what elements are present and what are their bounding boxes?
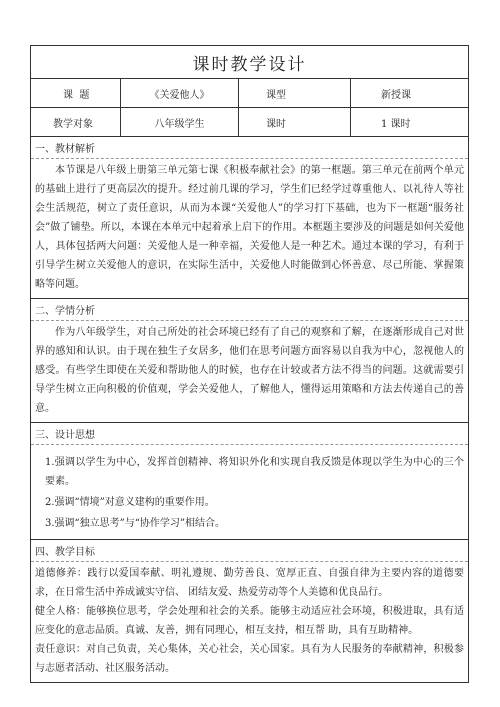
list-item: 3.强调“独立思考”与“协作学习”相结合。 [45,518,225,529]
section-learner-analysis [31,299,469,423]
topic-label: 课 题 [31,79,121,108]
goal-healthy-personality: 健全人格：能够换位思考，学会处理和社会的关系。能够主动适应社会环境，积极进取，具有适应变化的意志品质。真诚、友善，拥有同理心，相互支持，相互帮 助，具有互助精神。 [35,606,464,636]
list-item: 1.强调以学生为中心，发挥首创精神、将知识外化和实现自我反馈是体现以学生为中心的三个要素。 [45,457,464,487]
topic-value: 《关爱他人》 [121,79,239,108]
section-body [31,445,468,539]
section-body: 作为八年级学生，对自己所处的社会环境已经有了自己的观察和了解，在逐渐形成自己对世界的感知和认识。由于现在独生子女居多，他们在思考问题方面容易以自我为中心，忽视他人的感受。有些学生即使在关爱和帮助他人的时候，也存在计较或者方法不得当的问题。这就需要引导学生树立正向积极的价值观，学会关爱他人，了解他人，懂得运用策略和方法去传递自己的善意。 [35,327,464,414]
page-title: 课时教学设计 [31,46,469,79]
section-design-thinking [31,423,469,540]
section-body: 本节课是八年级上册第三单元第七课《积极奉献社会》的第一框题。第三单元在前两个单元的基础上进行了更高层次的提升。经过前几课的学习，学生们已经学过尊重他人、以礼待人等社会生活规范，树立了责任意识，从而为本课“关爱他人”的学习打下基础，也为下一框题“服务社会”做了铺垫。所以，本课在本单元中起着承上启下的作用。本框题主要涉及的问题是如何关爱他人，具体包括两大问题：关爱他人是一种幸福，关爱他人是一种艺术。通过本课的学习，有利于引导学生树立关爱他人的意识，在实际生活中，关爱他人时能做到心怀善意、尽己所能、掌握策略等问题。 [35,165,464,290]
section-body [31,562,468,682]
type-value: 新授课 [351,79,469,108]
audience-label: 教学对象 [31,108,121,137]
type-label: 课型 [239,79,351,108]
section-textbook-analysis [31,137,469,299]
section-teaching-goals [31,540,469,683]
section-heading: 一、教材解析 [31,137,468,159]
section-heading: 二、学情分析 [31,299,468,321]
section-heading: 三、设计思想 [31,423,468,445]
audience-value: 八年级学生 [121,108,239,137]
section-heading: 四、教学目标 [31,540,468,562]
lesson-plan-table [30,45,469,683]
list-item: 2.强调“情境”对意义建构的重要作用。 [45,497,215,508]
goal-responsibility: 责任意识：对自己负责，关心集体，关心社会，关心国家。具有为人民服务的奉献精神，积极参与志愿者活动、社区服务活动。 [35,644,464,674]
lesson-plan-page [30,45,468,683]
hours-value: 1 课时 [351,108,469,137]
hours-label: 课时 [239,108,351,137]
goal-moral-cultivation: 道德修养：践行以爱国奉献、明礼遵规、勤劳善良、宽厚正直、自强自律为主要内容的道德要求，在日常生活中养成诚实守信、 团结友爱、热爱劳动等个人美德和优良品行。 [35,568,464,598]
